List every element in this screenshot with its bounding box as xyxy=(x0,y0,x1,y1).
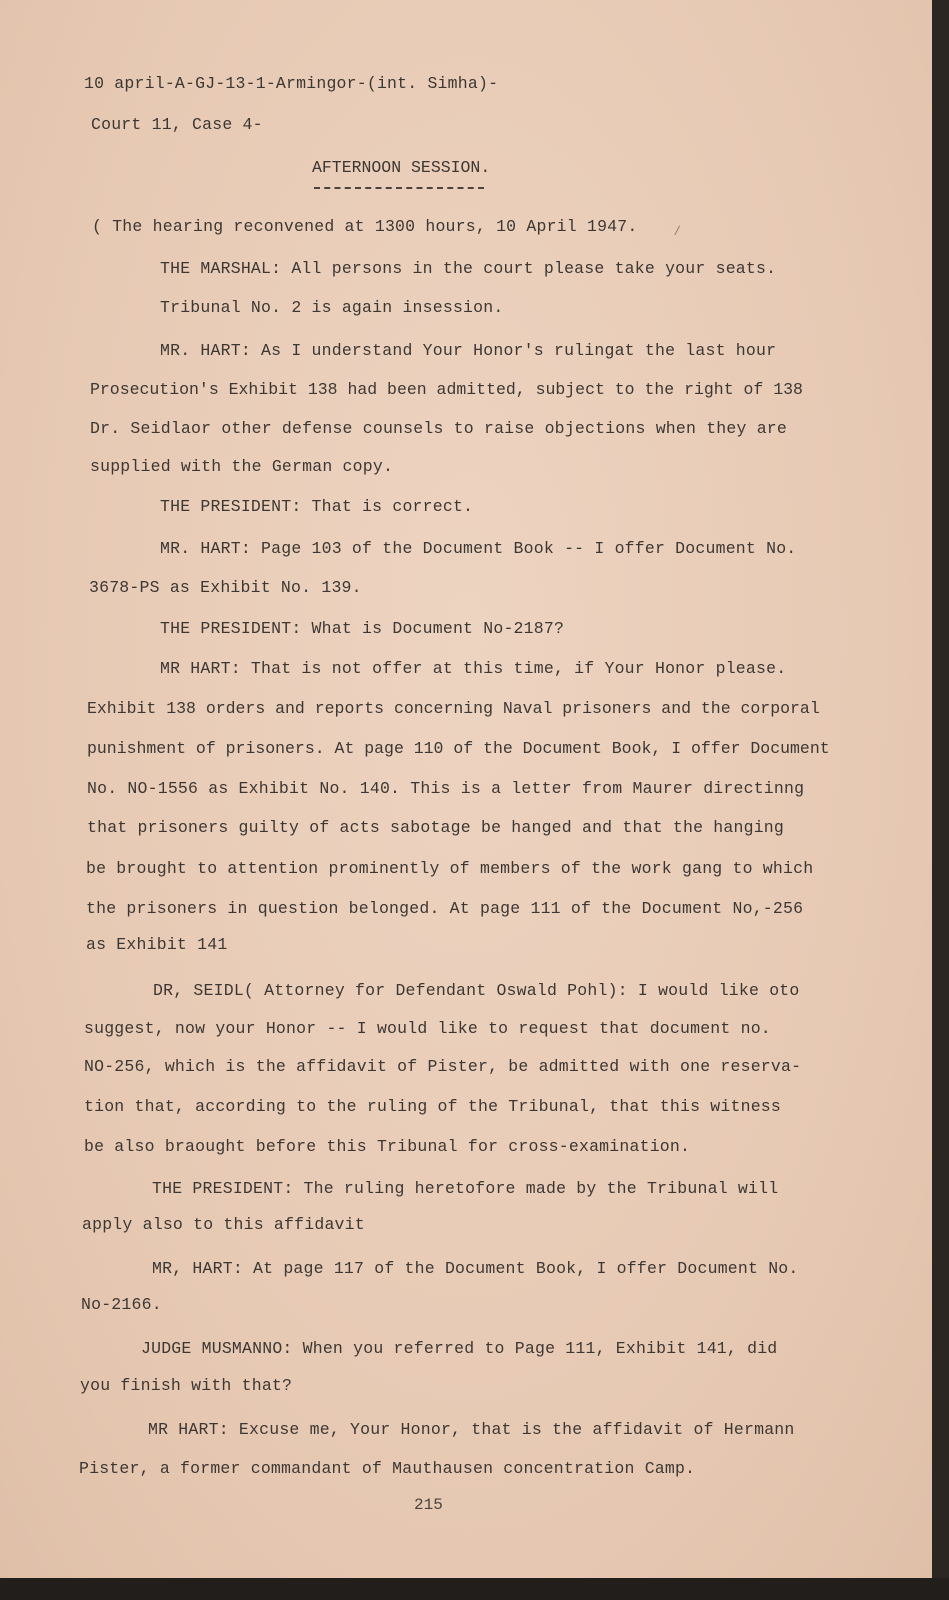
transcript-line: JUDGE MUSMANNO: When you referred to Page 111, Exhibit 141, did xyxy=(141,1339,778,1358)
transcript-line: THE PRESIDENT: That is correct. xyxy=(160,497,474,516)
transcript-line: as Exhibit 141 xyxy=(86,935,228,954)
transcript-line: MR HART: That is not offer at this time, if Your Honor please. xyxy=(160,659,787,678)
transcript-line: Exhibit 138 orders and reports concerning Naval prisoners and the corporal xyxy=(87,699,820,718)
transcript-line: No. NO-1556 as Exhibit No. 140. This is a letter from Maurer directinng xyxy=(87,779,805,798)
transcript-line: be also braought before this Tribunal for cross-examination. xyxy=(84,1137,691,1156)
transcript-line: ( The hearing reconvened at 1300 hours, 10 April 1947. xyxy=(92,217,638,236)
transcript-line: apply also to this affidavit xyxy=(82,1215,365,1234)
transcript-line: suggest, now your Honor -- I would like to request that document no. xyxy=(84,1019,771,1038)
transcript-line: DR, SEIDL( Attorney for Defendant Oswald Pohl): I would like oto xyxy=(153,981,800,1000)
transcript-line: Dr. Seidlaor other defense counsels to raise objections when they are xyxy=(90,419,788,438)
scan-edge-right xyxy=(932,0,949,1600)
transcript-line: 3678-PS as Exhibit No. 139. xyxy=(89,578,362,597)
transcript-line: MR, HART: At page 117 of the Document Book, I offer Document No. xyxy=(152,1259,799,1278)
transcript-line: MR HART: Excuse me, Your Honor, that is the affidavit of Hermann xyxy=(148,1420,795,1439)
stray-mark: ∕ xyxy=(673,224,682,240)
transcript-line: that prisoners guilty of acts sabotage be hanged and that the hanging xyxy=(87,818,785,837)
court-line: Court 11, Case 4- xyxy=(91,115,263,134)
transcript-line: be brought to attention prominently of members of the work gang to which xyxy=(86,859,814,878)
transcript-line: MR. HART: As I understand Your Honor's rulingat the last hour xyxy=(160,341,777,360)
transcript-line: No-2166. xyxy=(81,1295,162,1314)
scan-edge-bottom xyxy=(0,1578,949,1600)
transcript-line: MR. HART: Page 103 of the Document Book -- I offer Document No. xyxy=(160,539,797,558)
transcript-line: the prisoners in question belonged. At page 111 of the Document No,-256 xyxy=(86,899,804,918)
transcript-line: Prosecution's Exhibit 138 had been admitted, subject to the right of 138 xyxy=(90,380,803,399)
transcript-line: Pister, a former commandant of Mauthausen concentration Camp. xyxy=(79,1459,696,1478)
transcript-line: THE PRESIDENT: The ruling heretofore made by the Tribunal will xyxy=(152,1179,779,1198)
transcript-line: THE PRESIDENT: What is Document No-2187? xyxy=(160,619,565,638)
transcript-line: tion that, according to the ruling of the Tribunal, that this witness xyxy=(84,1097,782,1116)
transcript-line: THE MARSHAL: All persons in the court please take your seats. xyxy=(160,259,777,278)
reference-line: 10 april-A-GJ-13-1-Armingor-(int. Simha)- xyxy=(84,74,499,93)
page-number: 215 xyxy=(414,1496,443,1514)
transcript-line: supplied with the German copy. xyxy=(90,457,394,476)
transcript-line: Tribunal No. 2 is again insession. xyxy=(160,298,504,317)
transcript-line: punishment of prisoners. At page 110 of the Document Book, I offer Document xyxy=(87,739,830,758)
transcript-line: NO-256, which is the affidavit of Pister, be admitted with one reserva- xyxy=(84,1057,802,1076)
title-underline xyxy=(314,187,484,189)
session-title: AFTERNOON SESSION. xyxy=(312,158,491,177)
transcript-line: you finish with that? xyxy=(80,1376,293,1395)
